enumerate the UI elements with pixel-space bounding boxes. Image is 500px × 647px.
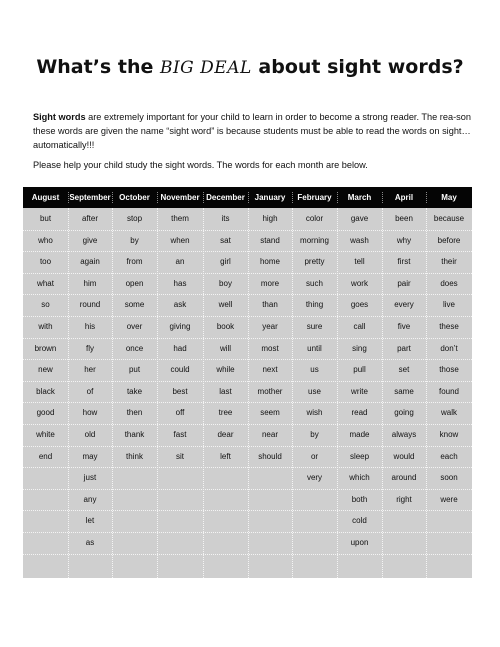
title-big-deal: BIG DEAL [159, 58, 252, 78]
header-divider [203, 192, 204, 203]
sight-word: because [433, 214, 465, 223]
sight-word: too [39, 257, 52, 267]
month-header: November [160, 193, 200, 202]
month-header: March [347, 193, 372, 202]
month-header: October [119, 193, 150, 202]
sight-word: very [306, 473, 323, 483]
sight-word: were [440, 494, 458, 504]
sight-word: write [351, 386, 368, 396]
sight-word: him [83, 278, 97, 288]
sight-word: don’t [440, 343, 458, 353]
month-column [292, 208, 337, 578]
month-column [382, 208, 426, 578]
sight-words-table [23, 187, 472, 578]
sight-word: morning [300, 235, 329, 245]
sight-word: girl [220, 257, 231, 267]
sight-word: her [84, 365, 96, 375]
sight-word: set [398, 365, 410, 375]
intro-paragraph-2: Please help your child study the sight words. The words for each month are below. [33, 160, 368, 170]
sight-word: had [173, 343, 187, 353]
sight-word: best [172, 386, 188, 396]
sight-word: such [306, 278, 323, 288]
row-divider [23, 294, 472, 295]
page-title [0, 56, 500, 78]
sight-word: with [38, 322, 53, 331]
sight-word: gave [350, 214, 369, 223]
row-divider [23, 338, 472, 339]
sight-word: seem [260, 408, 280, 418]
sight-word: after [81, 214, 98, 223]
sight-word: brown [34, 343, 57, 353]
sight-word: well [218, 300, 233, 310]
month-column [248, 208, 292, 578]
sight-word: does [440, 278, 458, 288]
sight-word: those [439, 365, 459, 375]
month-header: April [394, 193, 414, 202]
sight-word: ask [173, 300, 187, 310]
month-header: January [254, 193, 286, 202]
sight-word: some [124, 300, 145, 310]
header-divider [157, 192, 158, 203]
sight-word: color [305, 214, 324, 223]
row-divider [23, 532, 472, 533]
sight-word: made [349, 430, 370, 439]
sight-word: any [83, 494, 97, 504]
intro-paragraph-1-text: are extremely important for your child to learn in order to become a strong reader. The rea-son these words are given the name “sight word” is because students must be able to read the words on sight…automatically!!! [33, 112, 471, 150]
sight-word: new [38, 365, 53, 375]
header-divider [337, 192, 338, 203]
sight-word: last [219, 386, 232, 396]
header-divider [112, 192, 113, 203]
sight-word: home [259, 257, 280, 267]
sight-word: upon [350, 538, 369, 547]
sight-word: both [351, 494, 368, 504]
sight-word: walk [440, 408, 457, 418]
intro-lead: Sight words [33, 112, 86, 122]
sight-word: how [82, 408, 98, 418]
sight-word: near [261, 430, 278, 439]
row-divider [23, 554, 472, 555]
sight-word: just [83, 473, 97, 483]
sight-word: goes [350, 300, 369, 310]
sight-word: may [82, 451, 98, 461]
sight-word: its [221, 214, 230, 223]
row-divider [23, 251, 472, 252]
sight-word: off [175, 408, 185, 418]
sight-word: before [437, 235, 461, 245]
sight-word: then [126, 408, 143, 418]
sight-word: of [86, 386, 94, 396]
sight-word: giving [169, 322, 191, 331]
sight-word: dear [217, 430, 234, 439]
sight-word: by [130, 235, 139, 245]
sight-word: put [128, 365, 141, 375]
sight-word: again [80, 257, 100, 267]
row-divider [23, 424, 472, 425]
sight-word: what [37, 278, 54, 288]
sight-word: around [391, 473, 417, 483]
sight-word: soon [440, 473, 458, 483]
title-end: about sight words? [251, 56, 464, 78]
sight-word: good [36, 408, 55, 418]
sight-word: or [310, 451, 319, 461]
sight-word: should [258, 451, 282, 461]
row-divider [23, 489, 472, 490]
sight-word: call [353, 322, 366, 331]
sight-word: their [441, 257, 457, 267]
month-column [337, 208, 382, 578]
month-header: February [297, 193, 332, 202]
sight-word: fly [86, 343, 94, 353]
sight-word: round [79, 300, 101, 310]
sight-word: pull [353, 365, 366, 375]
sight-word: tree [218, 408, 233, 418]
month-header: May [441, 193, 457, 202]
sight-word: been [395, 214, 413, 223]
sight-word: once [125, 343, 144, 353]
sight-word: by [310, 430, 319, 439]
sight-word: same [394, 386, 414, 396]
sight-word: five [397, 322, 411, 331]
row-divider [23, 510, 472, 511]
sight-word: wash [350, 235, 369, 245]
sight-word: end [38, 451, 53, 461]
sight-word: while [216, 365, 235, 375]
sight-word: found [438, 386, 460, 396]
row-divider [23, 359, 472, 360]
sight-word: each [440, 451, 458, 461]
header-divider [68, 192, 69, 203]
sight-word: would [393, 451, 415, 461]
sight-word: has [173, 278, 187, 288]
sight-word: wish [306, 408, 323, 418]
sight-word: more [260, 278, 280, 288]
sight-word: these [439, 322, 459, 331]
header-divider [426, 192, 427, 203]
sight-word: year [262, 322, 278, 331]
table-header [23, 187, 472, 208]
sight-word: could [170, 365, 190, 375]
month-header: December [206, 193, 245, 202]
sight-word: until [307, 343, 322, 353]
sight-word: pretty [304, 257, 325, 267]
sight-word: let [85, 516, 95, 526]
sight-word: so [41, 300, 50, 310]
sight-word: thank [124, 430, 145, 439]
intro-text [33, 110, 473, 172]
sight-word: sit [176, 451, 184, 461]
sight-word: when [170, 235, 190, 245]
sight-word: read [351, 408, 368, 418]
sight-word: every [394, 300, 414, 310]
sight-word: always [391, 430, 417, 439]
sight-word: which [349, 473, 370, 483]
sight-word: stand [260, 235, 280, 245]
sight-word: fast [173, 430, 187, 439]
sight-word: as [85, 538, 95, 547]
sight-word: will [219, 343, 232, 353]
sight-word: why [396, 235, 412, 245]
row-divider [23, 446, 472, 447]
sight-word: but [39, 214, 52, 223]
month-column [426, 208, 472, 578]
sight-word: work [351, 278, 368, 288]
title-start: What’s the [36, 56, 160, 78]
sight-word: use [308, 386, 321, 396]
sight-word: old [84, 430, 96, 439]
sight-word: sing [352, 343, 367, 353]
sight-word: than [262, 300, 278, 310]
month-header: August [31, 193, 60, 202]
header-divider [382, 192, 383, 203]
sight-word: stop [126, 214, 143, 223]
month-column [68, 208, 112, 578]
month-column [203, 208, 248, 578]
sight-word: who [38, 235, 53, 245]
sight-word: his [84, 322, 96, 331]
sight-word: next [262, 365, 278, 375]
row-divider [23, 381, 472, 382]
sight-word: know [439, 430, 459, 439]
row-divider [23, 467, 472, 468]
month-column [112, 208, 157, 578]
sight-word: part [397, 343, 411, 353]
sight-word: give [82, 235, 98, 245]
sight-word: sure [306, 322, 323, 331]
row-divider [23, 316, 472, 317]
header-divider [248, 192, 249, 203]
sight-word: open [125, 278, 144, 288]
sight-word: us [310, 365, 319, 375]
sight-word: black [36, 386, 55, 396]
month-header: September [69, 193, 111, 202]
month-column [157, 208, 203, 578]
sight-word: from [126, 257, 143, 267]
row-divider [23, 273, 472, 274]
sight-word: live [442, 300, 455, 310]
sight-word: think [126, 451, 143, 461]
sight-word: most [261, 343, 279, 353]
sight-word: mother [257, 386, 283, 396]
header-divider [292, 192, 293, 203]
sight-word: right [396, 494, 412, 504]
sight-word: sat [220, 235, 231, 245]
sight-word: book [216, 322, 235, 331]
sight-word: boy [219, 278, 232, 288]
sight-word: take [126, 386, 143, 396]
row-divider [23, 230, 472, 231]
sight-word: high [262, 214, 278, 223]
sight-word: left [220, 451, 231, 461]
sight-word: tell [354, 257, 365, 267]
intro-paragraph-1 [33, 110, 473, 152]
row-divider [23, 402, 472, 403]
sight-word: cold [352, 516, 367, 526]
sight-word: over [126, 322, 143, 331]
sight-word: going [394, 408, 414, 418]
sight-word: thing [305, 300, 324, 310]
sight-word: first [397, 257, 411, 267]
sight-word: an [175, 257, 185, 267]
sight-word: them [171, 214, 189, 223]
sight-word: white [36, 430, 55, 439]
sight-word: sleep [349, 451, 370, 461]
month-column [23, 208, 68, 578]
sight-word: pair [397, 278, 411, 288]
